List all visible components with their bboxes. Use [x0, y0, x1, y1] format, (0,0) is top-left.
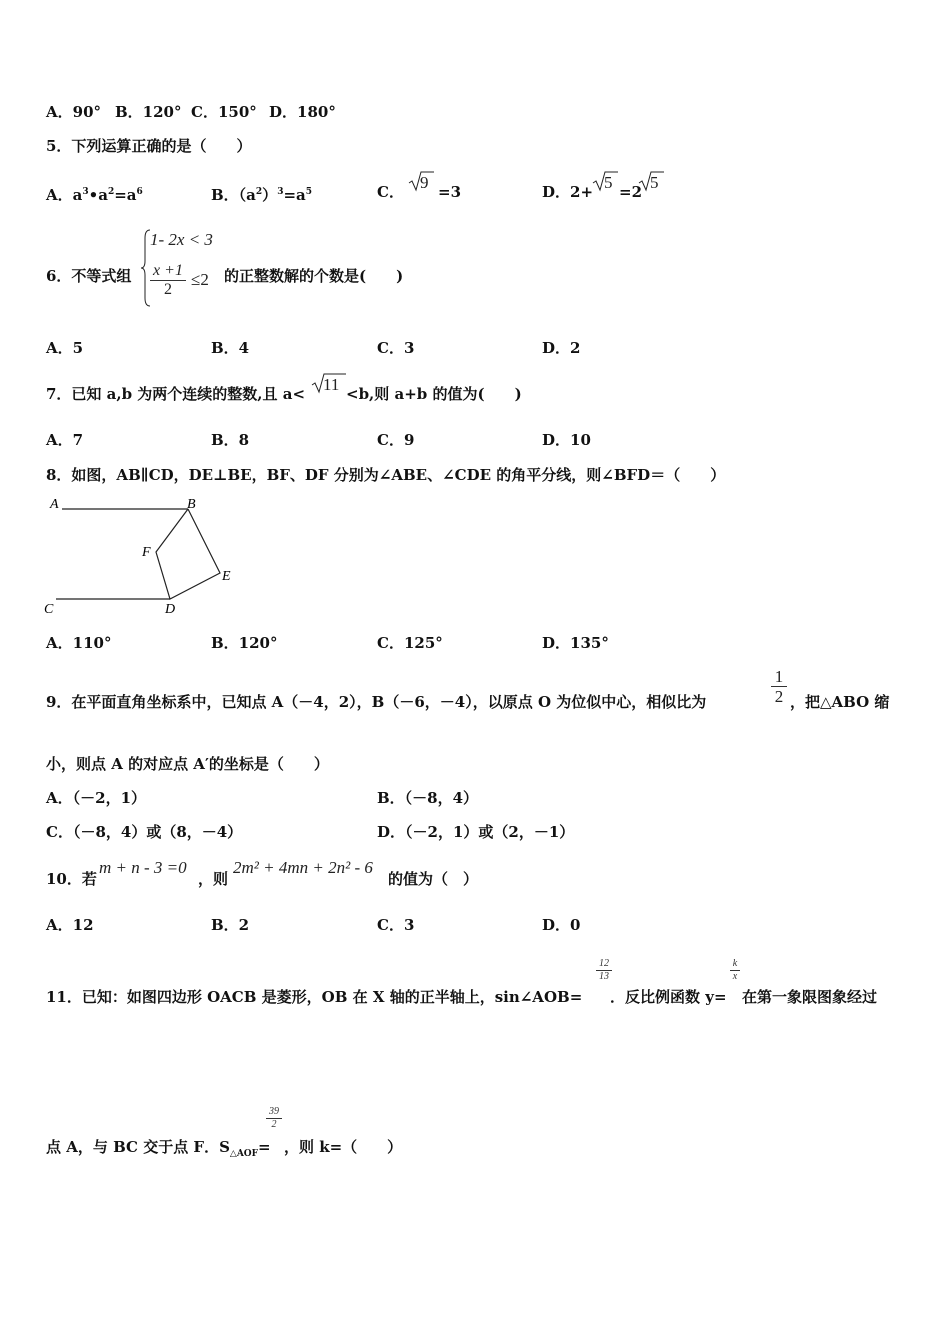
q11-mid: ．反比例函数 y=: [610, 988, 727, 1006]
q11-area-numerator: 39: [269, 1106, 279, 1117]
q11-y-denominator: x: [730, 970, 740, 983]
q5-d-radicand-2: 5: [650, 173, 659, 192]
q10-mid: ，则: [198, 870, 229, 888]
q11-line1-tail: 在第一象限图象经过: [742, 988, 878, 1006]
q7-prefix: 7．已知 a,b 为两个连续的整数,且 a<: [46, 385, 306, 403]
label-e: E: [222, 569, 231, 584]
label-c: C: [44, 602, 54, 617]
q9-numerator: 1: [774, 667, 784, 686]
q9-line1: 9．在平面直角坐标系中，已知点 A（－4，2），B（－6，－4），以原点 O 为位似中心，相似比为: [46, 693, 707, 711]
q9-line2: 小，则点 A 的对应点 A′的坐标是（ ）: [46, 755, 329, 773]
q5-d-mid: =2: [619, 183, 643, 201]
q10-prefix: 10．若: [46, 870, 97, 888]
q10-condition: m + n - 3 =0: [99, 858, 187, 877]
q11-line2: 点 A，与 BC 交于点 F．$S_{\triangle AOF}=$: [46, 1138, 271, 1159]
q4-option-a: A．90°: [46, 103, 102, 121]
q11-line1: 11．已知：如图四边形 OACB 是菱形，OB 在 X 轴的正半轴上，sin∠AOB=: [46, 988, 583, 1006]
q8-stem: 8．如图，AB∥CD，DE⊥BE，BF、DF 分别为∠ABE、∠CDE 的角平分线，则∠BFD＝（ ）: [46, 466, 726, 484]
q10-option-b: B．2: [211, 916, 250, 934]
q4-option-d: D．180°: [269, 103, 336, 121]
q8-figure: [40, 492, 250, 620]
q6-suffix: 的正整数解的个数是( ): [224, 267, 404, 285]
q6-prefix: 6．不等式组: [46, 267, 132, 285]
q6-option-d: D．2: [542, 339, 581, 357]
q11-sin-fraction: [596, 958, 612, 983]
q9-denominator: 2: [771, 686, 787, 706]
label-a: A: [50, 497, 59, 512]
q8-option-c: C．125°: [377, 634, 443, 652]
q4-option-c: C．150°: [191, 103, 257, 121]
q7-option-c: C．9: [377, 431, 415, 449]
q6-option-c: C．3: [377, 339, 415, 357]
label-f: F: [142, 545, 151, 560]
q10-option-c: C．3: [377, 916, 415, 934]
q6-fraction: [150, 262, 186, 299]
q5-c-radicand: 9: [420, 173, 429, 192]
q9-option-d: D．（－2，1）或（2，－1）: [377, 823, 575, 841]
q9-ratio-fraction: [771, 667, 787, 706]
q7-option-d: D．10: [542, 431, 591, 449]
q6-option-a: A．5: [46, 339, 84, 357]
q9-option-c: C．（－8，4）或（8，－4）: [46, 823, 243, 841]
q7-option-b: B．8: [211, 431, 250, 449]
q8-option-b: B．120°: [211, 634, 278, 652]
q7-radicand: 11: [323, 375, 340, 394]
q10-expression: 2m² + 4mn + 2n² - 6: [233, 858, 373, 877]
q6-numerator: x +1: [153, 262, 183, 279]
q11-sin-denominator: 13: [596, 970, 612, 983]
q5-option-a: A．$a^3•a^2=a^6$: [46, 186, 143, 204]
label-b: B: [187, 497, 196, 512]
q6-denominator: 2: [150, 280, 186, 299]
q9-option-a: A．（－2，1）: [46, 789, 147, 807]
q9-line1-tail: ，把△ABO 缩: [790, 693, 890, 711]
q10-suffix: 的值为（ ）: [388, 870, 479, 888]
q11-area-fraction: [266, 1106, 282, 1131]
q6-option-b: B．4: [211, 339, 250, 357]
q10-option-a: A．12: [46, 916, 94, 934]
q7-option-a: A．7: [46, 431, 84, 449]
q11-sin-numerator: 12: [599, 958, 609, 969]
q11-y-fraction: [730, 958, 740, 983]
q4-option-b: B．120°: [115, 103, 182, 121]
q8-option-d: D．135°: [542, 634, 609, 652]
q5-option-b: B．$(a^2)^3=a^5$: [211, 186, 313, 204]
quadrilateral-bedf: [156, 509, 220, 599]
q11-area-denominator: 2: [266, 1118, 282, 1131]
q5-option-c-label: C．: [377, 183, 404, 201]
q6-relation: ≤2: [191, 270, 209, 289]
q5-d-radicand-1: 5: [604, 173, 613, 192]
q11-y-numerator: k: [732, 958, 738, 969]
q5-c-result: =3: [438, 183, 462, 201]
q10-option-d: D．0: [542, 916, 581, 934]
q5-stem: 5．下列运算正确的是（ ）: [46, 137, 252, 155]
q8-option-a: A．110°: [46, 634, 112, 652]
label-d: D: [165, 602, 176, 617]
q7-suffix: <b,则 a+b 的值为( ): [346, 385, 522, 403]
q5-option-d-label: D．2+: [542, 183, 594, 201]
q9-option-b: B．（－8，4）: [377, 789, 479, 807]
q6-inequality-1: 1- 2x < 3: [150, 230, 213, 249]
q11-line2-tail: ，则 k=（ ）: [284, 1138, 403, 1156]
